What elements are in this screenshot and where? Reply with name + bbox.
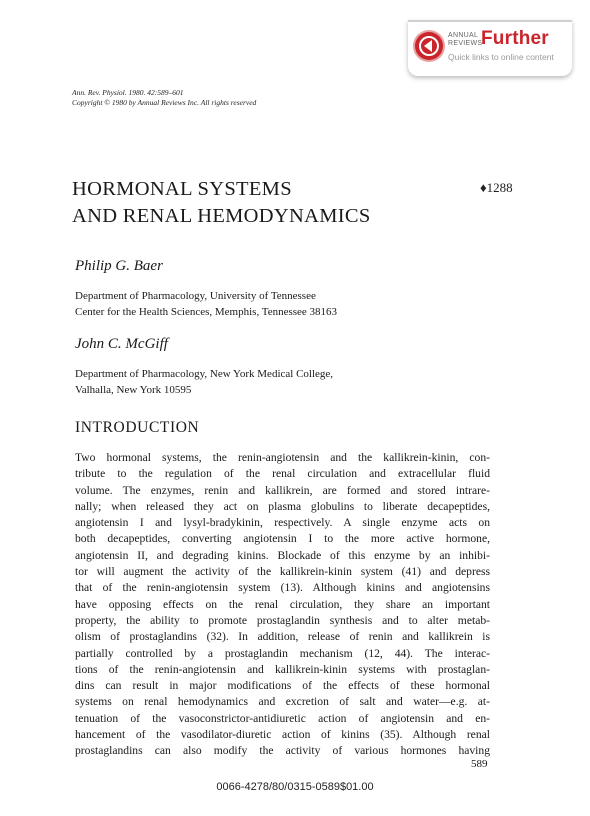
page-number: 589 [471,758,488,770]
body-line: nally; when released they act on plasma globulins to liberate decapeptides, [75,499,490,513]
body-line: property, the ability to promote prostaglandin synthesis and to alter metab- [75,613,490,627]
body-line: that of the renin-angiotensin system (13). Although kinins and angiotensins [75,581,490,595]
body-line: have opposing effects on the renal circulation, they share an important [75,597,490,611]
body-line: angiotensin II, and degrading kinins. Blockade of this enzyme by an inhibi- [75,548,490,562]
author-affiliation: Department of Pharmacology, University of Tennessee Center for the Health Sciences, Memphis, Tennessee 38163 [75,290,338,318]
author-name: Philip G. Baer [75,258,163,274]
journal-citation: Ann. Rev. Physiol. 1980. 42:589–601 [72,88,184,97]
body-line: dins can result in major modifications of the effects of these hormonal [75,679,490,693]
badge-further-label: Further [481,28,549,49]
further-badge[interactable] [408,20,572,76]
body-line: tions of the renin-angiotensin and kallikrein-kinin systems with prostaglan- [75,662,490,676]
body-line: hancement of the vasodilator-diuretic action of kinins (35). Although renal [75,728,490,742]
body-line: angiotensin I and lysyl-bradykinin, respectively. A single enzyme acts on [75,516,490,530]
body-line: tor will augment the activity of the kallikrein-kinin system (41) and depress [75,565,490,579]
badge-subtitle: Quick links to online content [448,52,554,62]
body-line: partially controlled by a prostaglandin mechanism (12, 44). The interac- [75,646,490,660]
play-icon [415,32,443,60]
body-line: olism of prostaglandins (32). In addition, release of renin and kallikrein is [75,630,490,644]
author-affiliation: Department of Pharmacology, New York Medical College, Valhalla, New York 10595 [75,368,334,396]
author-name: John C. McGiff [75,336,168,352]
body-line: volume. The enzymes, renin and kallikrein, are formed and stored intrare- [75,483,490,497]
section-heading: INTRODUCTION [75,419,200,436]
copyright-line: Copyright © 1980 by Annual Reviews Inc. All rights reserved [72,98,257,107]
body-line: prostaglandins can also modify the activity of various hormones having [75,744,490,758]
body-line: Two hormonal systems, the renin-angiotensin and the kallikrein-kinin, con- [75,451,490,464]
body-line: tribute to the regulation of the renal circulation and extracellular fluid [75,467,490,481]
body-line: systems on renal hemodynamics and excretion of salt and water—e.g. at- [75,695,490,709]
footer-code: 0066-4278/80/0315-0589$01.00 [216,781,374,793]
body-paragraph [75,450,490,760]
body-line: tenuation of the vasoconstrictor-antidiuretic action of angiotensin and en- [75,711,490,725]
badge-annual-reviews: ANNUAL REVIEWS [448,32,483,47]
article-title: HORMONAL SYSTEMS AND RENAL HEMODYNAMICS [72,178,371,227]
body-line: both decapeptides, converting angiotensin I to the more active hormone, [75,532,490,546]
article-ref-number: ♦1288 [480,180,513,195]
